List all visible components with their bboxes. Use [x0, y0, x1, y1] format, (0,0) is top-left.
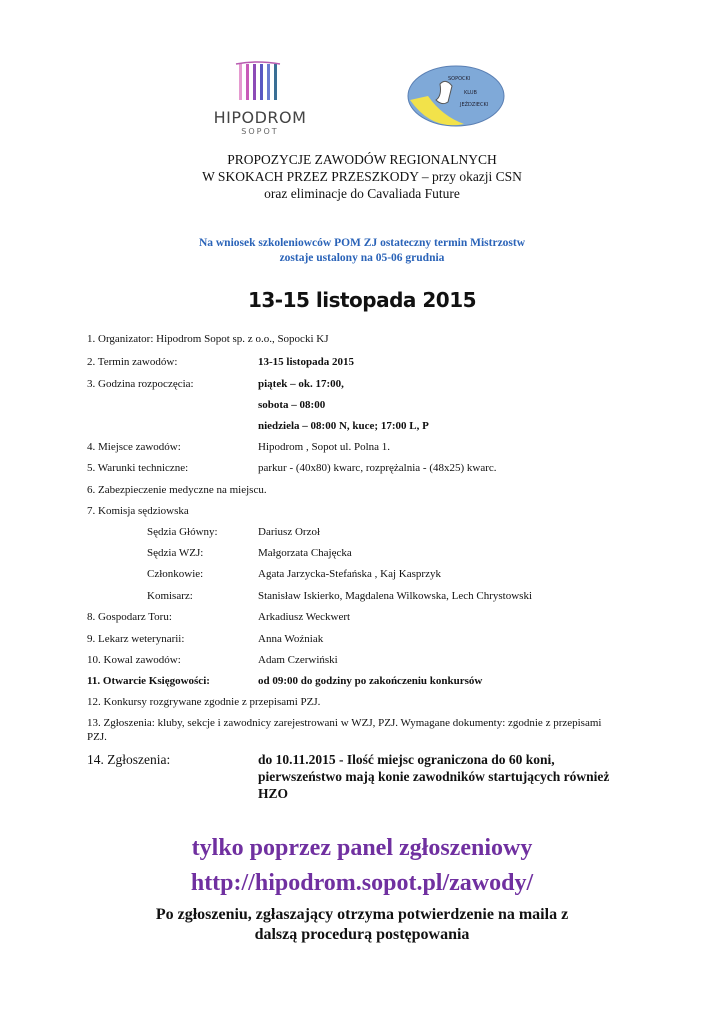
entries-info-row — [87, 716, 617, 744]
start-label: 3. Godzina rozpoczęcia: — [87, 378, 194, 390]
footer-line-1: Po zgłoszeniu, zgłaszający otrzyma potwierdzenie na maila z — [155, 906, 569, 923]
start-saturday: sobota – 08:00 — [258, 399, 326, 411]
panel-url-link[interactable]: http://hipodrom.sopot.pl/zawody/ — [190, 870, 534, 896]
notice-line-2: zostaje ustalony na 05-06 grudnia — [279, 252, 445, 264]
organizer-text: 1. Organizator: Hipodrom Sopot sp. z o.o., Sopocki KJ — [87, 333, 329, 345]
steward-value: Stanisław Iskierko, Magdalena Wilkowska, Lech Chrystowski — [258, 590, 533, 602]
place-label: 4. Miejsce zawodów: — [87, 441, 181, 453]
term-label: 2. Termin zawodów: — [87, 356, 178, 368]
members-value: Agata Jarzycka-Stefańska , Kaj Kasprzyk — [258, 568, 441, 580]
chief-judge-label: Sędzia Główny: — [147, 526, 218, 538]
tech-label: 5. Warunki techniczne: — [87, 462, 189, 474]
vet-label: 9. Lekarz weterynarii: — [87, 633, 185, 645]
klub-logo — [402, 56, 510, 136]
medical-text: 6. Zabezpieczenie medyczne na miejscu. — [87, 484, 267, 496]
klub-logo-top-text: SOPOCKI — [448, 76, 471, 82]
klub-logo-mid-text: KLUB — [464, 90, 477, 96]
heading-line-3: oraz eliminacje do Cavaliada Future — [264, 186, 460, 201]
klub-logo-bottom-text: JEŹDZIECKI — [460, 102, 489, 108]
tech-value: parkur - (40x80) kwarc, rozprężalnia - (48x25) kwarc. — [258, 462, 497, 474]
panel-line: tylko poprzez panel zgłoszeniowy — [191, 835, 533, 861]
notice-line-1: Na wniosek szkoleniowców POM ZJ ostateczny termin Mistrzostw — [198, 237, 526, 249]
rules-text: 12. Konkursy rozgrywane zgodnie z przepisami PZJ. — [87, 696, 321, 708]
entries-info-text: 13. Zgłoszenia: kluby, sekcje i zawodnicy zarejestrowani w WZJ, PZJ. Wymagane dokumenty: zgodnie z przepisami PZJ. — [87, 717, 602, 743]
jury-text: 7. Komisja sędziowska — [87, 505, 189, 517]
start-friday: piątek – ok. 17:00, — [258, 378, 344, 390]
heading-line-1: PROPOZYCJE ZAWODÓW REGIONALNYCH — [227, 152, 497, 167]
members-label: Członkowie: — [147, 568, 204, 580]
footer-line-2: dalszą procedurą postępowania — [254, 926, 470, 943]
registration-value: do 10.11.2015 - Ilość miejsc ograniczona do 60 koni, pierwszeństwo mają konie zawodników startujących również HZO — [258, 752, 610, 801]
horse-emblem-icon — [402, 56, 510, 136]
chief-judge-value: Dariusz Orzoł — [258, 526, 321, 538]
course-designer-label: 8. Gospodarz Toru: — [87, 611, 172, 623]
steward-label: Komisarz: — [147, 590, 193, 602]
course-designer-value: Arkadiusz Weckwert — [258, 611, 351, 623]
hipodrom-logo-subtext: SOPOT — [241, 127, 279, 136]
hipodrom-logo-text: HIPODROM — [213, 108, 307, 127]
farrier-value: Adam Czerwiński — [258, 654, 338, 666]
heading-line-2: W SKOKACH PRZEZ PRZESZKODY – przy okazji CSN — [202, 169, 522, 184]
place-value: Hipodrom , Sopot ul. Polna 1. — [258, 441, 391, 453]
farrier-label: 10. Kowal zawodów: — [87, 654, 181, 666]
start-sunday: niedziela – 08:00 N, kuce; 17:00 L, P — [258, 420, 429, 432]
vet-value: Anna Woźniak — [258, 633, 324, 645]
hipodrom-logo — [208, 60, 312, 138]
term-value: 13-15 listopada 2015 — [258, 356, 354, 368]
date-title: 13-15 listopada 2015 — [247, 288, 477, 312]
registration-label: 14. Zgłoszenia: — [87, 752, 171, 767]
wzj-judge-label: Sędzia WZJ: — [147, 547, 204, 559]
office-label: 11. Otwarcie Księgowości: — [87, 675, 210, 687]
wzj-judge-value: Małgorzata Chajęcka — [258, 547, 352, 559]
office-value: od 09:00 do godziny po zakończeniu konkursów — [258, 675, 483, 687]
